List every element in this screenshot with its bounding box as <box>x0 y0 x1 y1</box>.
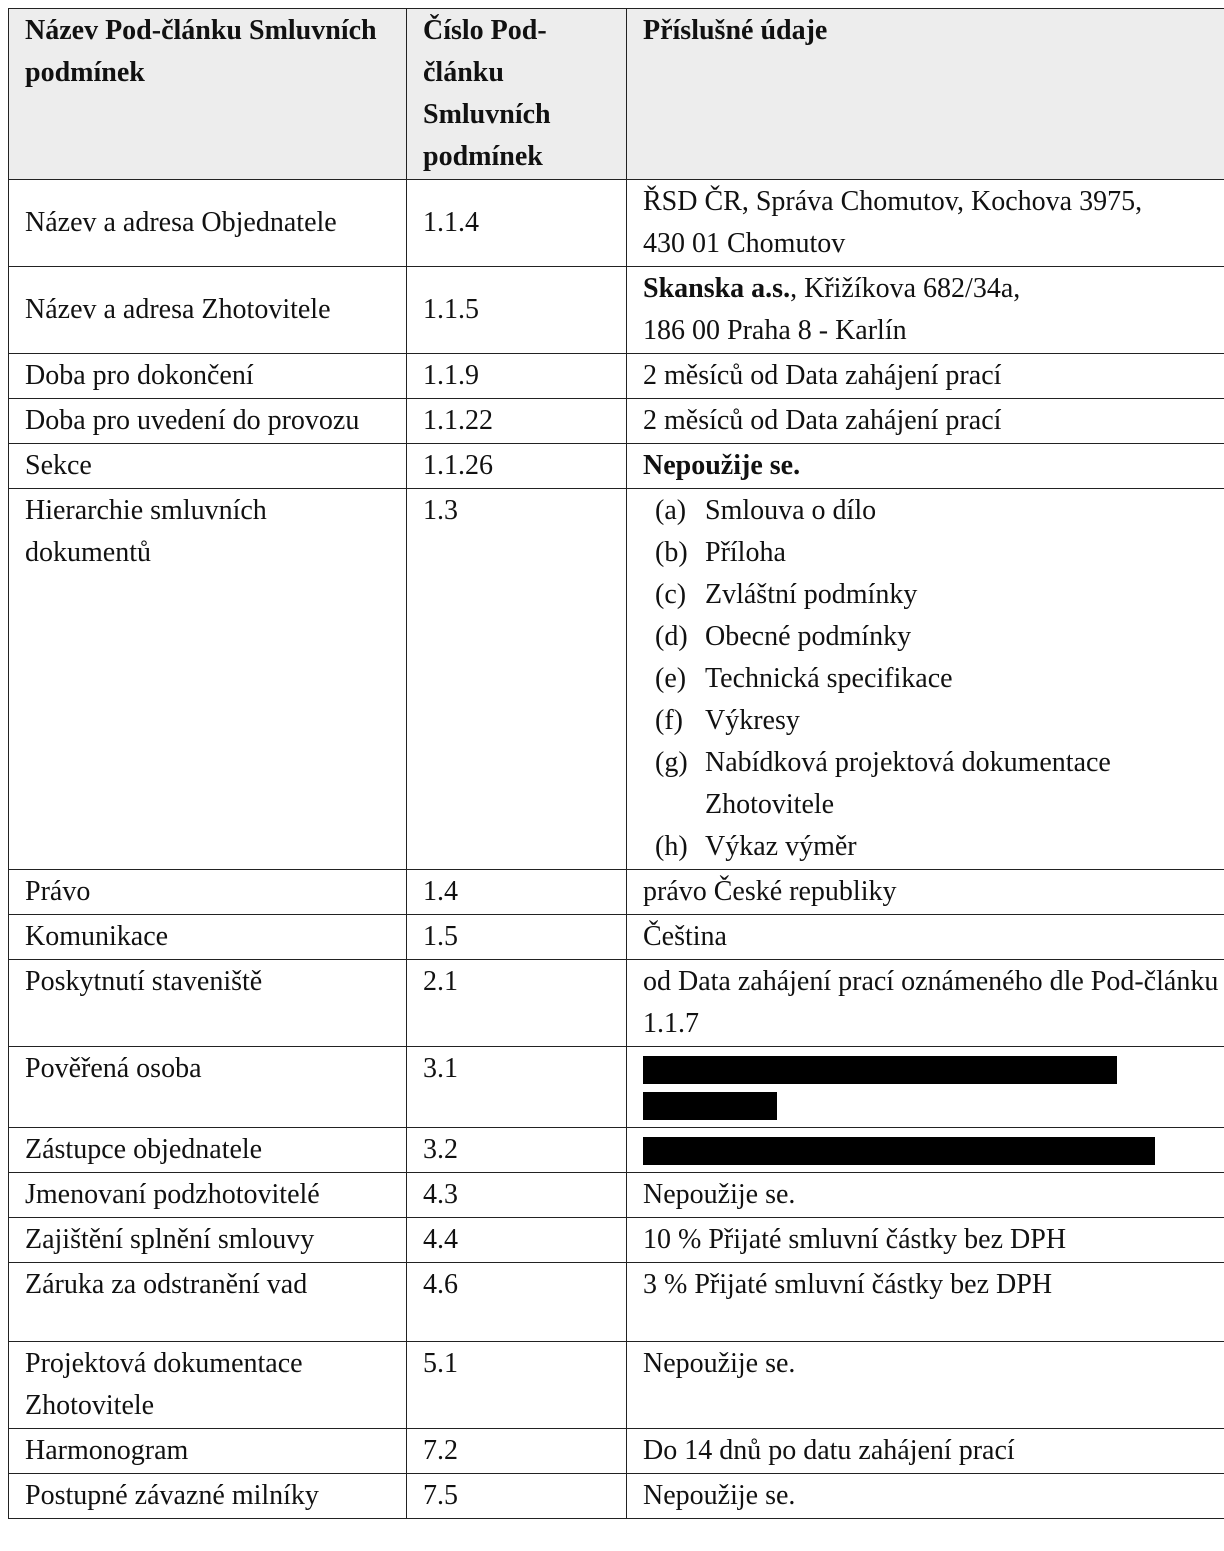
row-number: 4.4 <box>407 1218 627 1263</box>
row-number: 4.6 <box>407 1263 627 1342</box>
row-value <box>627 489 1224 870</box>
list-marker: (a) <box>655 495 687 526</box>
list-item <box>655 490 1224 532</box>
row-value: 10 % Přijaté smluvní částky bez DPH <box>627 1218 1224 1263</box>
row-name: Právo <box>9 870 407 915</box>
list-marker: (e) <box>655 663 687 694</box>
list-text: Technická specifikace <box>705 663 953 694</box>
table-row <box>9 180 1224 267</box>
row-value: právo České republiky <box>627 870 1224 915</box>
table-row <box>9 1047 1224 1128</box>
list-item <box>655 574 1224 616</box>
document-hierarchy-list <box>643 490 1224 868</box>
row-number: 1.1.9 <box>407 354 627 399</box>
row-name: Doba pro uvedení do provozu <box>9 399 407 444</box>
table-row <box>9 1173 1224 1218</box>
row-value <box>627 267 1224 354</box>
list-marker: (g) <box>655 747 688 778</box>
row-value: Do 14 dnů po datu zahájení prací <box>627 1429 1224 1474</box>
list-item <box>655 532 1224 574</box>
list-text: Výkresy <box>705 705 800 736</box>
list-marker: (f) <box>655 705 683 736</box>
row-number: 1.1.4 <box>407 180 627 267</box>
list-marker: (h) <box>655 831 688 862</box>
row-value: Čeština <box>627 915 1224 960</box>
row-number: 1.1.22 <box>407 399 627 444</box>
contract-conditions-table <box>8 8 1224 1519</box>
value-line: 186 00 Praha 8 - Karlín <box>643 315 907 346</box>
row-value: od Data zahájení prací oznámeného dle Pod-článku 1.1.7 <box>627 960 1224 1047</box>
row-number: 7.5 <box>407 1474 627 1519</box>
row-value <box>627 1047 1224 1128</box>
header-subclause-number: Číslo Pod-článku Smluvních podmínek <box>407 9 627 180</box>
table-row <box>9 444 1224 489</box>
header-subclause-name: Název Pod-článku Smluvních podmínek <box>9 9 407 180</box>
table-row <box>9 399 1224 444</box>
table-row <box>9 1429 1224 1474</box>
row-name: Komunikace <box>9 915 407 960</box>
row-value: Nepoužije se. <box>627 1342 1224 1429</box>
list-text: Nabídková projektová dokumentace Zhotovitele <box>705 747 1111 820</box>
table-row <box>9 354 1224 399</box>
table-row <box>9 1474 1224 1519</box>
list-item <box>655 826 1224 868</box>
row-value: Nepoužije se. <box>627 444 1224 489</box>
row-number: 2.1 <box>407 960 627 1047</box>
row-name: Harmonogram <box>9 1429 407 1474</box>
row-name: Jmenovaní podzhotovitelé <box>9 1173 407 1218</box>
row-value: 2 měsíců od Data zahájení prací <box>627 354 1224 399</box>
row-number: 1.1.26 <box>407 444 627 489</box>
contractor-name: Skanska a.s. <box>643 273 791 304</box>
row-name: Doba pro dokončení <box>9 354 407 399</box>
row-name: Záruka za odstranění vad <box>9 1263 407 1342</box>
row-number: 1.1.5 <box>407 267 627 354</box>
row-value: 3 % Přijaté smluvní částky bez DPH <box>627 1263 1224 1342</box>
list-item <box>655 616 1224 658</box>
row-number: 4.3 <box>407 1173 627 1218</box>
row-name: Zajištění splnění smlouvy <box>9 1218 407 1263</box>
row-value: Nepoužije se. <box>627 1173 1224 1218</box>
row-number: 3.2 <box>407 1128 627 1173</box>
list-item <box>655 658 1224 700</box>
row-value: Nepoužije se. <box>627 1474 1224 1519</box>
row-number: 1.3 <box>407 489 627 870</box>
row-number: 3.1 <box>407 1047 627 1128</box>
row-value <box>627 1128 1224 1173</box>
table-row <box>9 960 1224 1047</box>
row-name: Název a adresa Objednatele <box>9 180 407 267</box>
list-marker: (c) <box>655 579 687 610</box>
redaction-bar <box>643 1137 1155 1165</box>
row-name: Projektová dokumentace Zhotovitele <box>9 1342 407 1429</box>
row-number: 1.4 <box>407 870 627 915</box>
redaction-bar <box>643 1092 777 1120</box>
list-text: Smlouva o dílo <box>705 495 877 526</box>
table-row <box>9 1128 1224 1173</box>
list-item <box>655 742 1224 826</box>
table-row <box>9 1263 1224 1342</box>
row-name: Poskytnutí staveniště <box>9 960 407 1047</box>
table-row <box>9 1342 1224 1429</box>
table-row <box>9 267 1224 354</box>
table-row <box>9 870 1224 915</box>
value-line: 430 01 Chomutov <box>643 228 846 259</box>
value-line: ŘSD ČR, Správa Chomutov, Kochova 3975, <box>643 186 1143 217</box>
row-name: Sekce <box>9 444 407 489</box>
value-line <box>643 268 1224 310</box>
table-header-row <box>9 9 1224 180</box>
list-marker: (d) <box>655 621 688 652</box>
row-number: 5.1 <box>407 1342 627 1429</box>
list-marker: (b) <box>655 537 688 568</box>
row-name: Zástupce objednatele <box>9 1128 407 1173</box>
row-name: Pověřená osoba <box>9 1047 407 1128</box>
list-text: Příloha <box>705 537 786 568</box>
row-name: Postupné závazné milníky <box>9 1474 407 1519</box>
list-text: Zvláštní podmínky <box>705 579 918 610</box>
header-relevant-data: Příslušné údaje <box>627 9 1224 180</box>
table-row <box>9 915 1224 960</box>
row-number: 1.5 <box>407 915 627 960</box>
contractor-address: , Křižíkova 682/34a, <box>790 273 1021 304</box>
row-value <box>627 180 1224 267</box>
list-text: Obecné podmínky <box>705 621 912 652</box>
row-value: 2 měsíců od Data zahájení prací <box>627 399 1224 444</box>
table-row <box>9 1218 1224 1263</box>
list-item <box>655 700 1224 742</box>
row-name: Název a adresa Zhotovitele <box>9 267 407 354</box>
row-number: 7.2 <box>407 1429 627 1474</box>
redaction-bar <box>643 1056 1117 1084</box>
row-name: Hierarchie smluvních dokumentů <box>9 489 407 870</box>
table-row <box>9 489 1224 870</box>
list-text: Výkaz výměr <box>705 831 857 862</box>
